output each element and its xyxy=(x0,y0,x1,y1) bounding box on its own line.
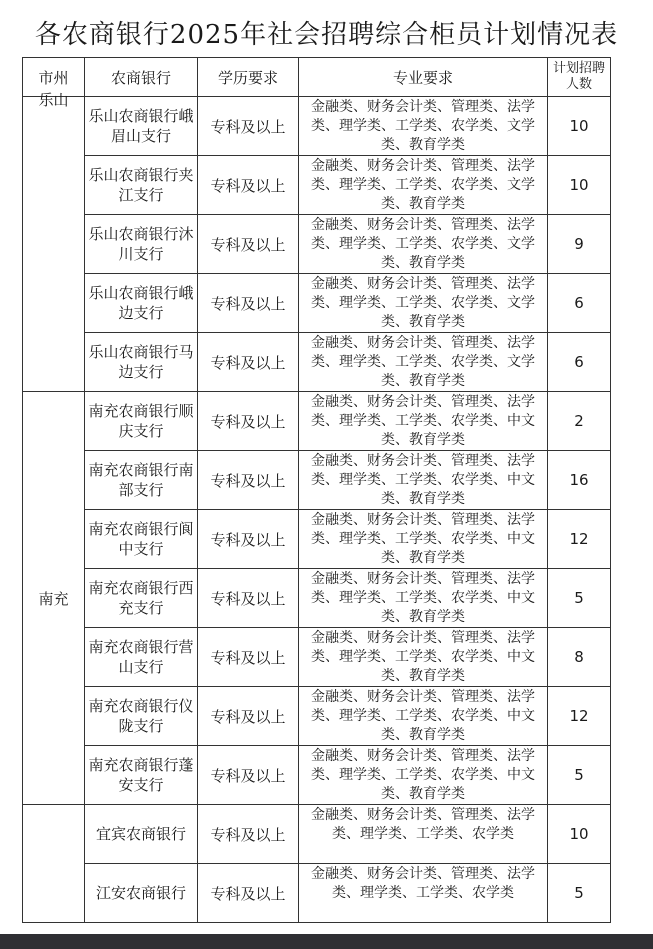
table-row xyxy=(23,333,611,392)
major-text: 金融类、财务会计类、管理类、法学类、理学类、工学类、农学类、中文类、教育学类 xyxy=(311,571,535,625)
count-cell: 16 xyxy=(548,451,611,510)
city-cell xyxy=(23,805,85,923)
major-cell xyxy=(299,628,548,687)
education-cell: 专科及以上 xyxy=(198,746,299,805)
major-text: 金融类、财务会计类、管理类、法学类、理学类、工学类、农学类 xyxy=(311,866,535,901)
count-cell: 12 xyxy=(548,510,611,569)
major-text: 金融类、财务会计类、管理类、法学类、理学类、工学类、农学类、文学类、教育学类 xyxy=(311,99,535,153)
major-text: 金融类、财务会计类、管理类、法学类、理学类、工学类、农学类、中文类、教育学类 xyxy=(311,512,535,566)
header-count: 计划招聘人数 xyxy=(548,58,611,97)
major-cell xyxy=(299,687,548,746)
major-cell xyxy=(299,274,548,333)
table-row xyxy=(23,864,611,923)
education-cell: 专科及以上 xyxy=(198,274,299,333)
bank-cell: 宜宾农商银行 xyxy=(85,805,198,864)
major-text: 金融类、财务会计类、管理类、法学类、理学类、工学类、农学类、文学类、教育学类 xyxy=(311,335,535,389)
education-cell: 专科及以上 xyxy=(198,569,299,628)
table-header-row xyxy=(23,58,611,97)
document-title: 各农商银行2025年社会招聘综合柜员计划情况表 xyxy=(34,20,619,50)
education-cell: 专科及以上 xyxy=(198,392,299,451)
header-major: 专业要求 xyxy=(299,58,548,97)
count-cell: 10 xyxy=(548,156,611,215)
table-row xyxy=(23,628,611,687)
table-row xyxy=(23,746,611,805)
major-cell xyxy=(299,215,548,274)
table-row xyxy=(23,392,611,451)
header-education: 学历要求 xyxy=(198,58,299,97)
education-cell: 专科及以上 xyxy=(198,687,299,746)
count-cell: 12 xyxy=(548,687,611,746)
major-cell xyxy=(299,805,548,864)
major-text: 金融类、财务会计类、管理类、法学类、理学类、工学类、农学类、文学类、教育学类 xyxy=(311,158,535,212)
major-text: 金融类、财务会计类、管理类、法学类、理学类、工学类、农学类 xyxy=(311,807,535,842)
major-cell xyxy=(299,569,548,628)
recruitment-table xyxy=(22,57,611,923)
city-cell: 乐山 xyxy=(23,97,85,392)
bank-cell: 南充农商银行仪陇支行 xyxy=(85,687,198,746)
education-cell: 专科及以上 xyxy=(198,156,299,215)
table-row xyxy=(23,687,611,746)
count-cell: 2 xyxy=(548,392,611,451)
count-cell: 10 xyxy=(548,97,611,156)
major-cell xyxy=(299,392,548,451)
recruitment-table-container xyxy=(22,57,610,903)
education-cell: 专科及以上 xyxy=(198,628,299,687)
education-cell: 专科及以上 xyxy=(198,864,299,923)
table-row xyxy=(23,510,611,569)
bottom-edge-bar xyxy=(0,934,653,949)
table-row xyxy=(23,451,611,510)
table-row xyxy=(23,156,611,215)
education-cell: 专科及以上 xyxy=(198,333,299,392)
major-text: 金融类、财务会计类、管理类、法学类、理学类、工学类、农学类、中文类、教育学类 xyxy=(311,748,535,802)
bank-cell: 乐山农商银行沐川支行 xyxy=(85,215,198,274)
table-body xyxy=(23,91,611,923)
education-cell: 专科及以上 xyxy=(198,97,299,156)
bank-cell: 南充农商银行营山支行 xyxy=(85,628,198,687)
major-text: 金融类、财务会计类、管理类、法学类、理学类、工学类、农学类、中文类、教育学类 xyxy=(311,630,535,684)
header-city: 市州 xyxy=(23,58,85,97)
bank-cell: 乐山农商银行峨边支行 xyxy=(85,274,198,333)
count-cell: 10 xyxy=(548,805,611,864)
education-cell: 专科及以上 xyxy=(198,510,299,569)
count-cell: 5 xyxy=(548,569,611,628)
bank-cell: 乐山农商银行夹江支行 xyxy=(85,156,198,215)
header-bank: 农商银行 xyxy=(85,58,198,97)
table-row xyxy=(23,215,611,274)
major-cell xyxy=(299,864,548,923)
bank-cell: 南充农商银行阆中支行 xyxy=(85,510,198,569)
count-cell: 9 xyxy=(548,215,611,274)
bank-cell: 南充农商银行顺庆支行 xyxy=(85,392,198,451)
bank-cell: 江安农商银行 xyxy=(85,864,198,923)
education-cell: 专科及以上 xyxy=(198,451,299,510)
city-cell: 南充 xyxy=(23,392,85,805)
education-cell: 专科及以上 xyxy=(198,805,299,864)
count-cell: 6 xyxy=(548,333,611,392)
major-cell xyxy=(299,451,548,510)
count-cell: 6 xyxy=(548,274,611,333)
major-cell xyxy=(299,746,548,805)
count-cell: 8 xyxy=(548,628,611,687)
major-text: 金融类、财务会计类、管理类、法学类、理学类、工学类、农学类、中文类、教育学类 xyxy=(311,453,535,507)
major-cell xyxy=(299,510,548,569)
major-text: 金融类、财务会计类、管理类、法学类、理学类、工学类、农学类、文学类、教育学类 xyxy=(311,217,535,271)
bank-cell: 南充农商银行南部支行 xyxy=(85,451,198,510)
table-row xyxy=(23,569,611,628)
education-cell: 专科及以上 xyxy=(198,215,299,274)
major-text: 金融类、财务会计类、管理类、法学类、理学类、工学类、农学类、中文类、教育学类 xyxy=(311,394,535,448)
table-row xyxy=(23,97,611,156)
bank-cell: 乐山农商银行峨眉山支行 xyxy=(85,97,198,156)
bank-cell: 南充农商银行蓬安支行 xyxy=(85,746,198,805)
table-row xyxy=(23,805,611,864)
major-text: 金融类、财务会计类、管理类、法学类、理学类、工学类、农学类、文学类、教育学类 xyxy=(311,276,535,330)
bank-cell: 南充农商银行西充支行 xyxy=(85,569,198,628)
bank-cell: 乐山农商银行马边支行 xyxy=(85,333,198,392)
count-cell: 5 xyxy=(548,864,611,923)
major-cell xyxy=(299,97,548,156)
major-cell xyxy=(299,333,548,392)
major-cell xyxy=(299,156,548,215)
count-cell: 5 xyxy=(548,746,611,805)
table-row xyxy=(23,274,611,333)
major-text: 金融类、财务会计类、管理类、法学类、理学类、工学类、农学类、中文类、教育学类 xyxy=(311,689,535,743)
